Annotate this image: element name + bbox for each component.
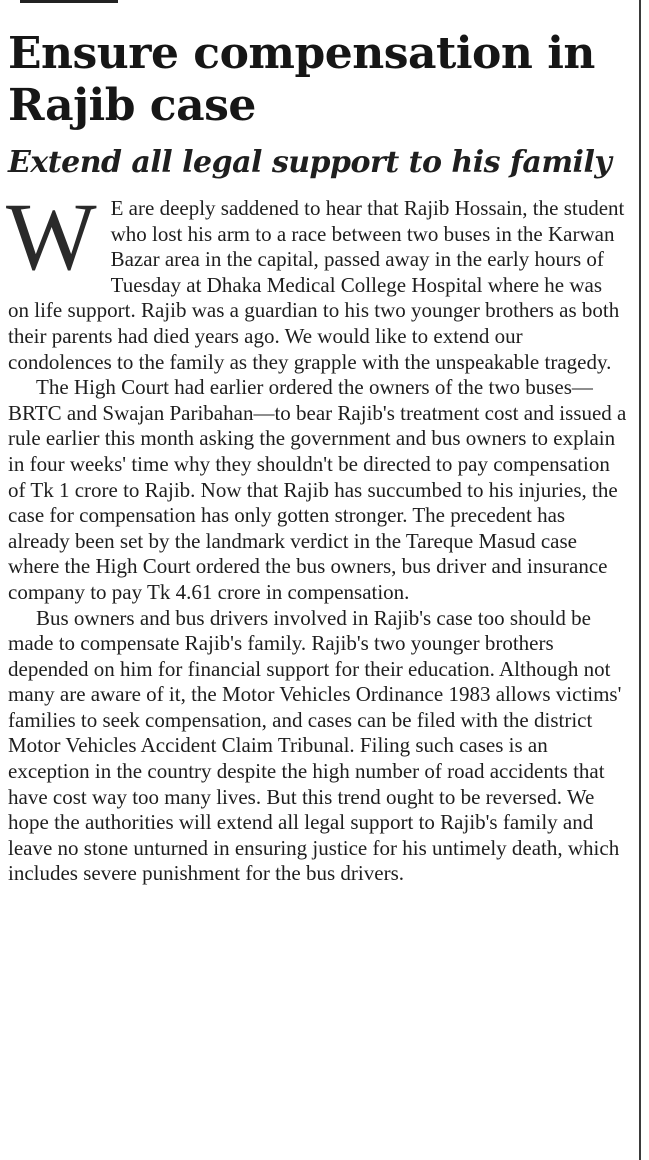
top-rule — [20, 0, 118, 3]
paragraph-1 — [6, 183, 628, 375]
editorial-article — [8, 28, 628, 887]
article-body — [6, 183, 628, 887]
dropcap-letter: W — [6, 183, 97, 290]
column-rule — [639, 0, 641, 1160]
paragraph-2: The High Court had earlier ordered the owners of the two buses—BRTC and Swajan Paribahan—to bear Rajib's treatment cost and issued a rule earlier this month asking the government and bus owners to explain in four weeks' time why they shouldn't be directed to pay compensation of Tk 1 crore to Rajib. Now that Rajib has succumbed to his injuries, the case for compensation has only gotten stronger. The precedent has already been set by the landmark verdict in the Tareque Masud case where the High Court ordered the bus owners, bus driver and insurance company to pay Tk 4.61 crore in compensation. — [8, 375, 627, 604]
paragraph-3: Bus owners and bus drivers involved in Rajib's case too should be made to compensate Rajib's family. Rajib's two younger brothers depended on him for financial support for their education. Although not many are aware of it, the Motor Vehicles Ordinance 1983 allows victims' families to seek compensation, and cases can be filed with the district Motor Vehicles Accident Claim Tribunal. Filing such cases is an exception in the country despite the high number of road accidents that have cost way too many lives. But this trend ought to be reversed. We hope the authorities will extend all legal support to Rajib's family and leave no stone unturned in ensuring justice for his untimely death, which includes severe punishment for the bus drivers. — [8, 605, 622, 886]
paragraph-1-text: E are deeply saddened to hear that Rajib Hossain, the student who lost his arm to a race between two buses in the Karwan Bazar area in the capital, passed away in the early hours of Tuesday at Dhaka Medical College Hospital where he was on life support. Rajib was a guardian to his two younger brothers as both their parents had died years ago. We would like to extend our condolences to the family as they grapple with the unspeakable tragedy. — [8, 196, 625, 374]
headline: Ensure compensation in Rajib case — [8, 28, 595, 131]
subheadline: Extend all legal support to his family — [8, 145, 612, 180]
